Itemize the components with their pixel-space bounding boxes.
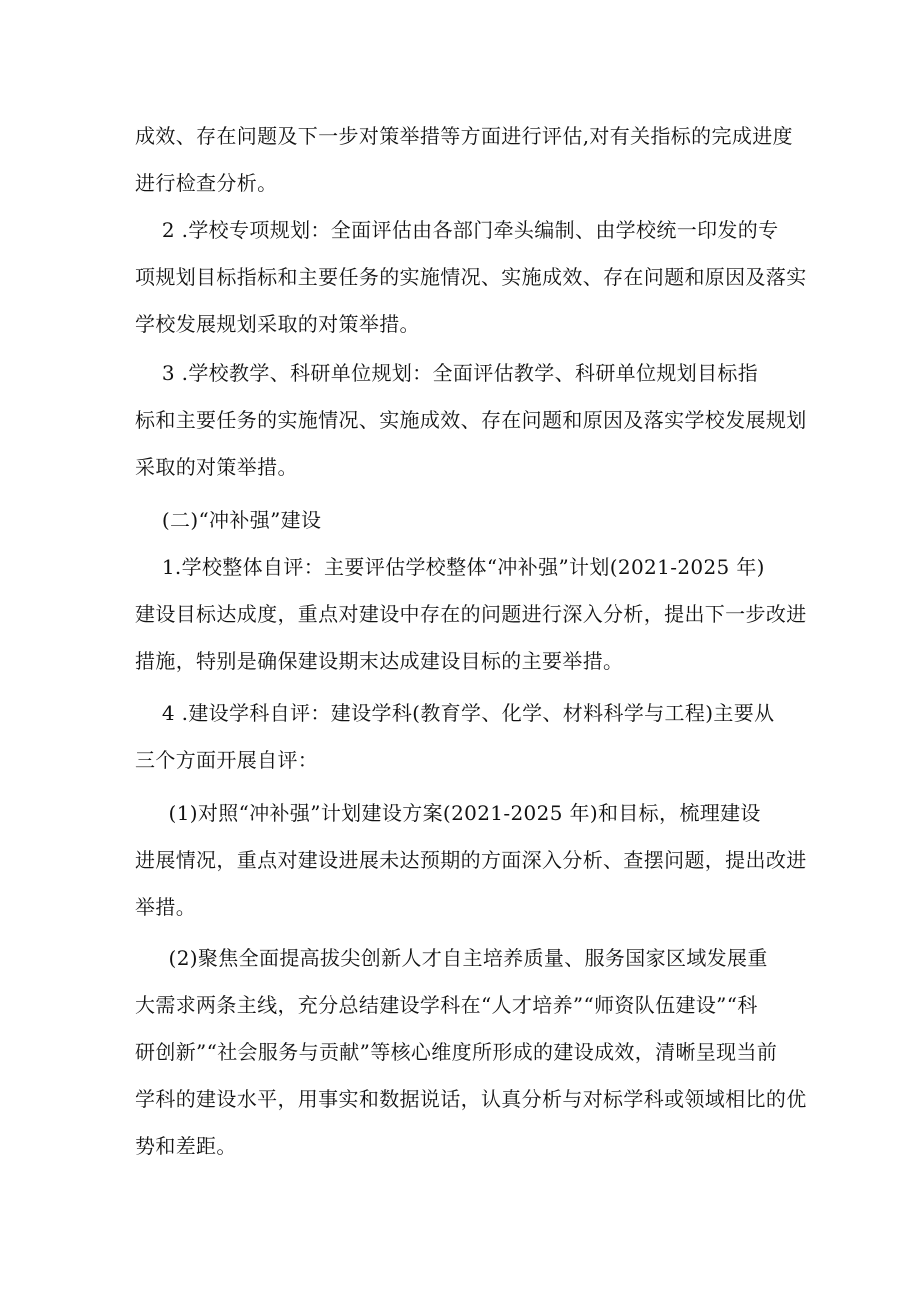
text-line: (1)对照“冲补强”计划建设方案(2021-2025 年)和目标，梳理建设 — [135, 801, 761, 825]
text-line: 三个方面开展自评： — [135, 748, 319, 772]
text-line: 项规划目标指标和主要任务的实施情况、实施成效、存在问题和原因及落实 — [135, 265, 807, 289]
section-heading — [135, 497, 790, 544]
text-line: 进展情况，重点对建设进展未达预期的方面深入分析、查摆问题，提出改进 — [135, 848, 807, 872]
text-line: 举措。 — [135, 895, 197, 919]
text-line: 采取的对策举措。 — [135, 455, 298, 479]
paragraph-6 — [135, 790, 807, 931]
text-line: 措施，特别是确保建设期末达成建设目标的主要举措。 — [135, 649, 624, 673]
text-line: 标和主要任务的实施情况、实施成效、存在问题和原因及落实学校发展规划 — [135, 408, 807, 432]
heading-text: (二)“冲补强”建设 — [135, 508, 322, 532]
text-line: 学校发展规划采取的对策举措。 — [135, 312, 420, 336]
text-line: 研创新”“社会服务与贡献”等核心维度所形成的建设成效，清晰呈现当前 — [135, 1040, 778, 1064]
text-line: 学科的建设水平，用事实和数据说话，认真分析与对标学科或领域相比的优 — [135, 1087, 807, 1111]
text-line: 3 .学校教学、科研单位规划：全面评估教学、科研单位规划目标指 — [135, 361, 759, 385]
text-line: 势和差距。 — [135, 1134, 237, 1158]
paragraph-4 — [135, 544, 807, 685]
paragraph-1 — [135, 113, 793, 207]
text-line: 进行检查分析。 — [135, 171, 278, 195]
text-line: 2 .学校专项规划：全面评估由各部门牵头编制、由学校统一印发的专 — [135, 218, 779, 242]
text-line: (2)聚焦全面提高拔尖创新人才自主培养质量、服务国家区域发展重 — [135, 946, 768, 970]
paragraph-2 — [135, 207, 807, 348]
paragraph-7 — [135, 935, 807, 1170]
text-line: 成效、存在问题及下一步对策举措等方面进行评估,对有关指标的完成进度 — [135, 124, 793, 148]
text-line: 大需求两条主线，充分总结建设学科在“人才培养”“师资队伍建设”“科 — [135, 993, 758, 1017]
paragraph-3 — [135, 350, 807, 491]
text-line: 1.学校整体自评：主要评估学校整体“冲补强”计划(2021-2025 年) — [135, 555, 765, 579]
text-line: 4 .建设学科自评：建设学科(教育学、化学、材料科学与工程)主要从 — [135, 701, 775, 725]
paragraph-5 — [135, 690, 790, 784]
text-line: 建设目标达成度，重点对建设中存在的问题进行深入分析，提出下一步改进 — [135, 602, 807, 626]
